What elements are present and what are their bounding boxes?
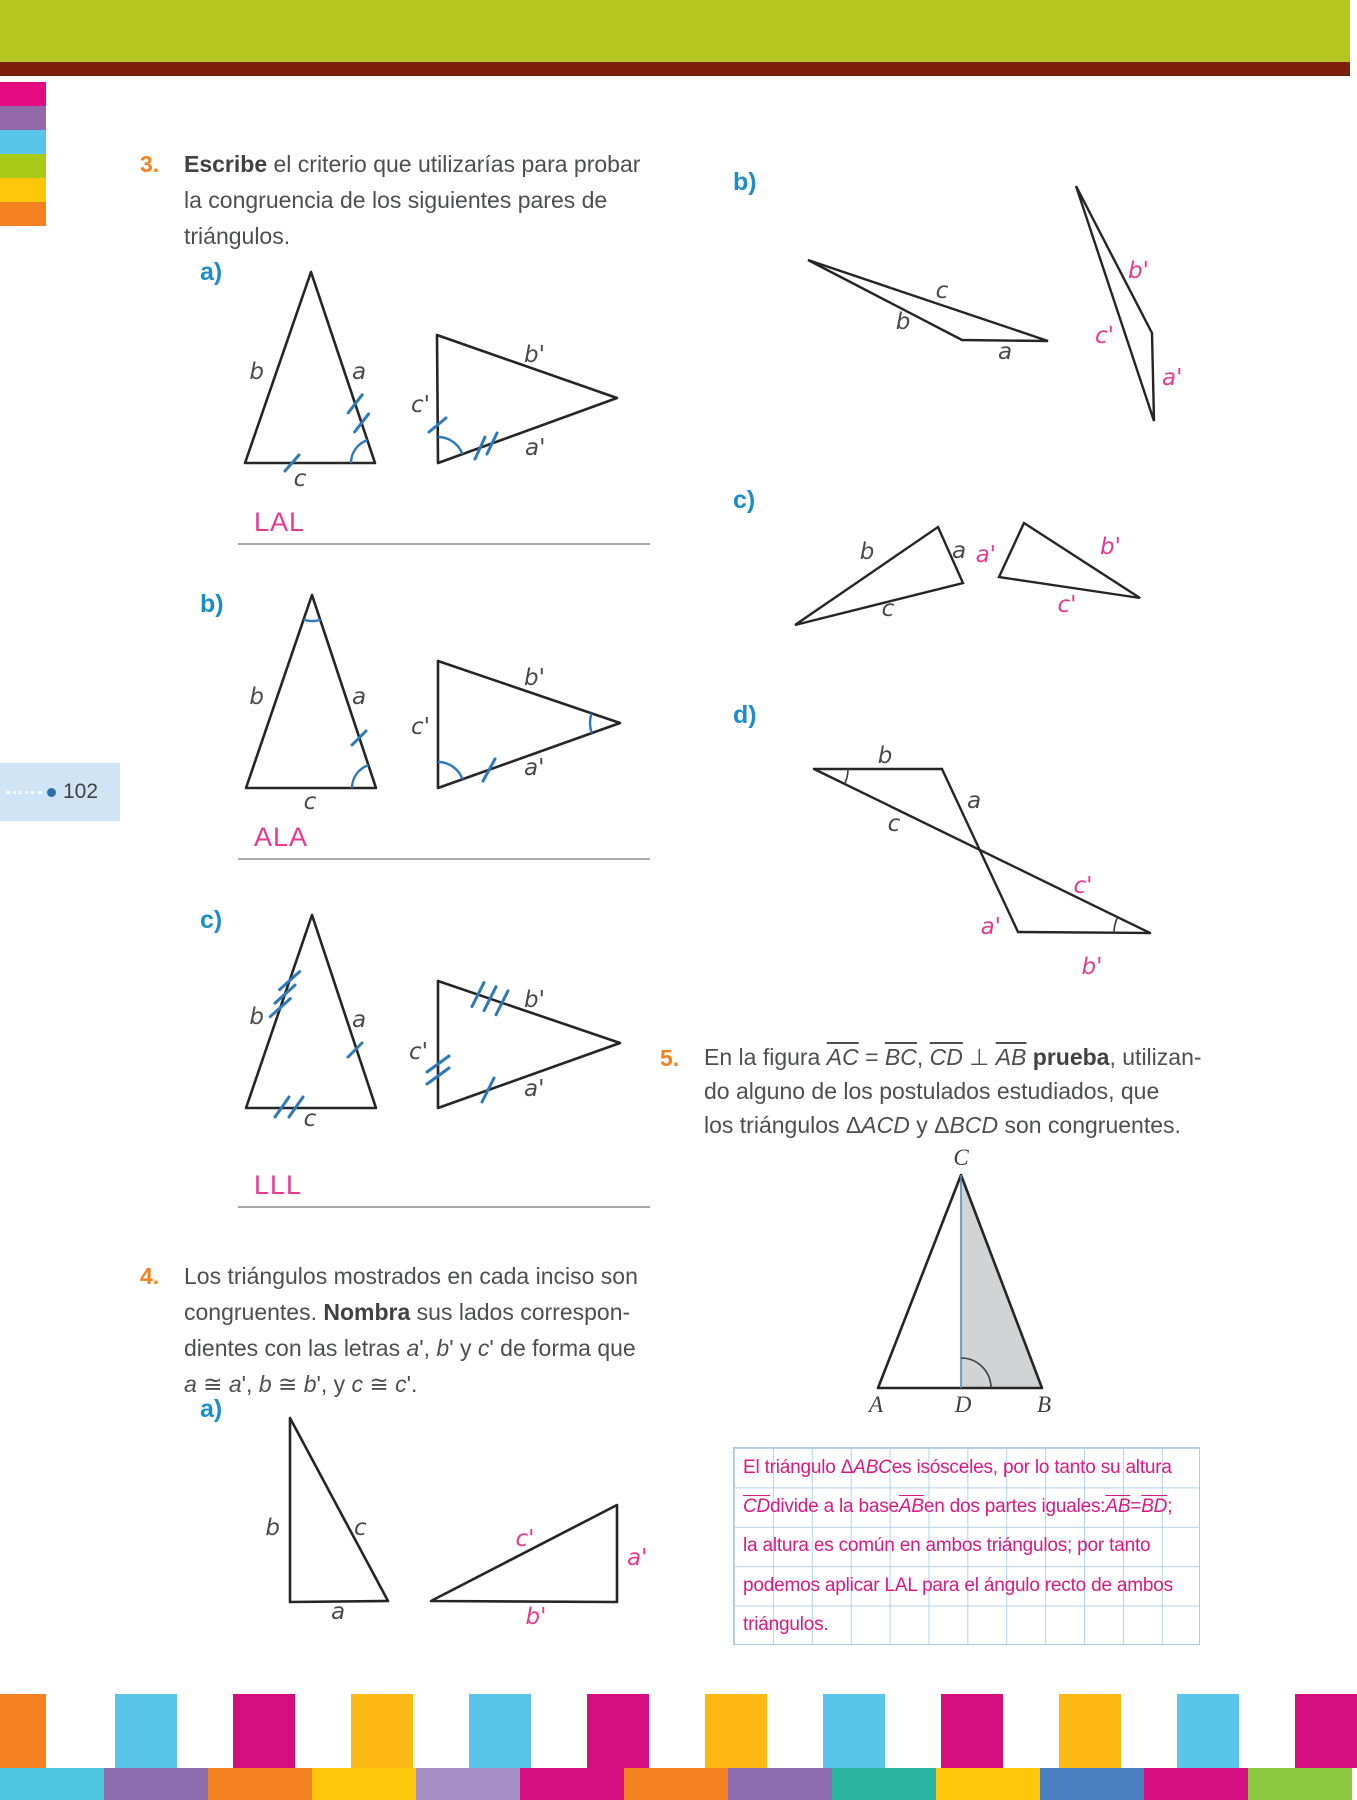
exercise-5-text xyxy=(704,1040,1202,1142)
exercise-3-text-line: Escribe el criterio que utilizarías para probar xyxy=(184,151,641,177)
side-label-a: a xyxy=(967,788,982,814)
side-label-b-prime: b' xyxy=(524,665,545,691)
footer-tab xyxy=(705,1694,767,1768)
footer-strip-segment xyxy=(312,1768,416,1800)
figure-3c-triangle-pair xyxy=(180,825,640,1137)
sidebar-color-tab xyxy=(0,130,46,154)
side-label-a: a xyxy=(997,339,1013,365)
side-label-a: a xyxy=(330,1599,346,1625)
triangle-outline xyxy=(814,769,1150,933)
side-label-a-prime: a' xyxy=(524,1076,545,1102)
figure-4a-triangle-pair xyxy=(180,1395,650,1635)
side-label-c: c xyxy=(881,596,895,622)
side-label-b: b xyxy=(249,1004,264,1030)
footer-strip-segment xyxy=(416,1768,520,1800)
side-label-c-prime: c' xyxy=(1073,873,1093,899)
item-label-4b: b) xyxy=(733,168,757,196)
exercise-5-text-line: En la figura $\overline{AC} = \overline{BC}$, $\overline{CD}$ ⊥ $\overline{AB}$ prueba, utilizan- xyxy=(704,1044,1202,1070)
figure-4c-triangle-pair xyxy=(770,500,1190,640)
side-label-c-prime: c' xyxy=(411,392,430,418)
footer-tab xyxy=(1177,1694,1239,1768)
side-label-a: a xyxy=(352,359,367,385)
side-label-b: b xyxy=(249,359,264,385)
dotted-leader-line xyxy=(6,791,42,794)
footer-tab xyxy=(1059,1694,1121,1768)
exercise-4-text xyxy=(184,1258,638,1402)
exercise-5 xyxy=(660,1040,1202,1142)
side-label-a-prime: a' xyxy=(980,914,1001,940)
exercise-3-text-line: triángulos. xyxy=(184,223,291,249)
side-label-c-prime: c' xyxy=(1095,323,1114,349)
side-label-a: a xyxy=(352,1007,367,1033)
side-label-c-prime: c' xyxy=(515,1526,535,1552)
side-label-c: c xyxy=(354,1515,367,1541)
footer-tab xyxy=(587,1694,649,1768)
side-label-a-prime: a' xyxy=(525,435,546,461)
exercise-5-number: 5. xyxy=(660,1045,680,1071)
side-label-a: a xyxy=(952,538,967,564)
sidebar-color-tab xyxy=(0,178,46,202)
side-label-b-prime: b' xyxy=(524,342,545,368)
exercise-4-text-line: dientes con las letras a', b' y c' de forma que xyxy=(184,1335,636,1361)
header-bar-maroon xyxy=(0,62,1350,76)
bullet-dot-icon xyxy=(47,788,56,797)
side-label-b-prime: b' xyxy=(1128,258,1149,284)
exercise-4-text-line: a ≅ a', b ≅ b', y c ≅ c'. xyxy=(184,1371,418,1397)
side-label-b-prime: b' xyxy=(1081,954,1103,980)
footer-strip-segment xyxy=(728,1768,832,1800)
side-label-c: c xyxy=(887,811,901,837)
note-line: la altura es común en ambos triángulos; por tanto xyxy=(743,1535,1151,1557)
page-number: 102 xyxy=(63,780,99,803)
header-bar-lime xyxy=(0,0,1350,62)
item-label-3c: c) xyxy=(200,906,223,934)
answer-blank-3a: LAL xyxy=(238,507,650,545)
triangle-outline xyxy=(431,1505,617,1602)
footer-tab xyxy=(233,1694,295,1768)
page-number-plate xyxy=(0,763,120,821)
side-label-b: b xyxy=(877,743,893,769)
triangle-outline xyxy=(1076,186,1154,421)
sidebar-color-tab xyxy=(0,154,46,178)
sidebar-color-tab xyxy=(0,202,46,226)
side-label-c-prime: c' xyxy=(411,714,430,740)
item-label-4c: c) xyxy=(733,486,756,514)
exercise-4-number: 4. xyxy=(140,1263,160,1289)
exercise-3-number: 3. xyxy=(140,151,160,177)
footer-strip-segment xyxy=(1248,1768,1352,1800)
exercise-4-text-line: Los triángulos mostrados en cada inciso son xyxy=(184,1263,638,1289)
exercise-3-text-line: la congruencia de los siguientes pares de xyxy=(184,187,608,213)
side-label-c: c xyxy=(303,1106,317,1132)
item-label-3b: b) xyxy=(200,590,224,618)
side-label-c-prime: c' xyxy=(1057,592,1077,618)
footer-tab xyxy=(115,1694,177,1768)
answer-blank-3c: LLL xyxy=(238,1170,650,1208)
footer-corner-tab xyxy=(0,1694,46,1768)
footer-tab xyxy=(1295,1694,1357,1768)
exercise-4-text-line: congruentes. Nombra sus lados correspon- xyxy=(184,1299,631,1325)
answer-blank-3b: ALA xyxy=(238,822,650,860)
footer-tab xyxy=(941,1694,1003,1768)
exercise-4 xyxy=(140,1258,660,1402)
side-label-a-prime: a' xyxy=(975,542,996,568)
figure-3b-triangle-pair xyxy=(180,505,640,817)
vertex-label-B: B xyxy=(1036,1392,1052,1417)
congruence-marks xyxy=(285,395,497,471)
side-label-c: c xyxy=(935,278,949,304)
triangle-outline xyxy=(808,260,1048,341)
side-label-b-prime: b' xyxy=(1100,534,1121,560)
vertex-label-A: A xyxy=(868,1392,884,1417)
triangle-outline xyxy=(290,1418,388,1602)
footer-strip-segment xyxy=(208,1768,312,1800)
note-line: podemos aplicar LAL para el ángulo recto de ambos xyxy=(743,1574,1173,1596)
note-line: triángulos. xyxy=(743,1614,829,1636)
footer-strip-segment xyxy=(832,1768,936,1800)
side-label-b-prime: b' xyxy=(524,987,545,1013)
vertex-label-C: C xyxy=(953,1145,969,1170)
footer-strip-segment xyxy=(1040,1768,1144,1800)
side-label-a: a xyxy=(352,684,367,710)
item-label-4a: a) xyxy=(200,1395,223,1423)
side-label-b-prime: b' xyxy=(525,1604,547,1630)
sidebar-color-tab xyxy=(0,106,46,130)
side-label-b: b xyxy=(859,539,875,565)
side-label-b: b xyxy=(249,684,264,710)
figure-5-isosceles-triangle xyxy=(850,1135,1080,1425)
side-label-b: b xyxy=(895,309,911,335)
note-line: $\overline{CD}$ divide a la base $\overline{AB}$ en dos partes iguales: $\overline{AB}$ = $\overline{BD}$ ; xyxy=(743,1496,1173,1518)
footer-tab xyxy=(469,1694,531,1768)
footer-strip-segment xyxy=(104,1768,208,1800)
footer-strip-segment xyxy=(624,1768,728,1800)
figure-3a-triangle-pair xyxy=(180,228,640,492)
side-label-c-prime: c' xyxy=(409,1039,428,1065)
side-label-c: c xyxy=(303,789,317,815)
side-label-c: c xyxy=(293,466,307,492)
exercise-5-text-line: los triángulos ΔACD y ΔBCD son congruentes. xyxy=(704,1112,1181,1138)
footer-strip-segment xyxy=(1144,1768,1248,1800)
figure-4b-triangle-pair xyxy=(700,145,1183,435)
footer-tab xyxy=(823,1694,885,1768)
footer-strip-segment xyxy=(0,1768,104,1800)
figure-4d-triangle-pair xyxy=(770,725,1200,990)
footer-tab xyxy=(351,1694,413,1768)
side-label-a-prime: a' xyxy=(627,1545,648,1571)
exercise-5-text-line: do alguno de los postulados estudiados, que xyxy=(704,1078,1160,1104)
footer-strip-segment xyxy=(936,1768,1040,1800)
solution-note-box xyxy=(733,1447,1200,1645)
item-label-3a: a) xyxy=(200,258,223,286)
vertex-label-D: D xyxy=(954,1392,972,1417)
triangle-outline xyxy=(795,527,963,625)
note-line: El triángulo Δ ABC es isósceles, por lo tanto su altura xyxy=(743,1456,1172,1478)
side-label-b: b xyxy=(265,1515,280,1541)
footer-strip-segment xyxy=(520,1768,624,1800)
sidebar-color-tab xyxy=(0,82,46,106)
side-label-a-prime: a' xyxy=(1162,365,1183,391)
side-label-a-prime: a' xyxy=(524,755,545,781)
item-label-4d: d) xyxy=(733,701,757,729)
